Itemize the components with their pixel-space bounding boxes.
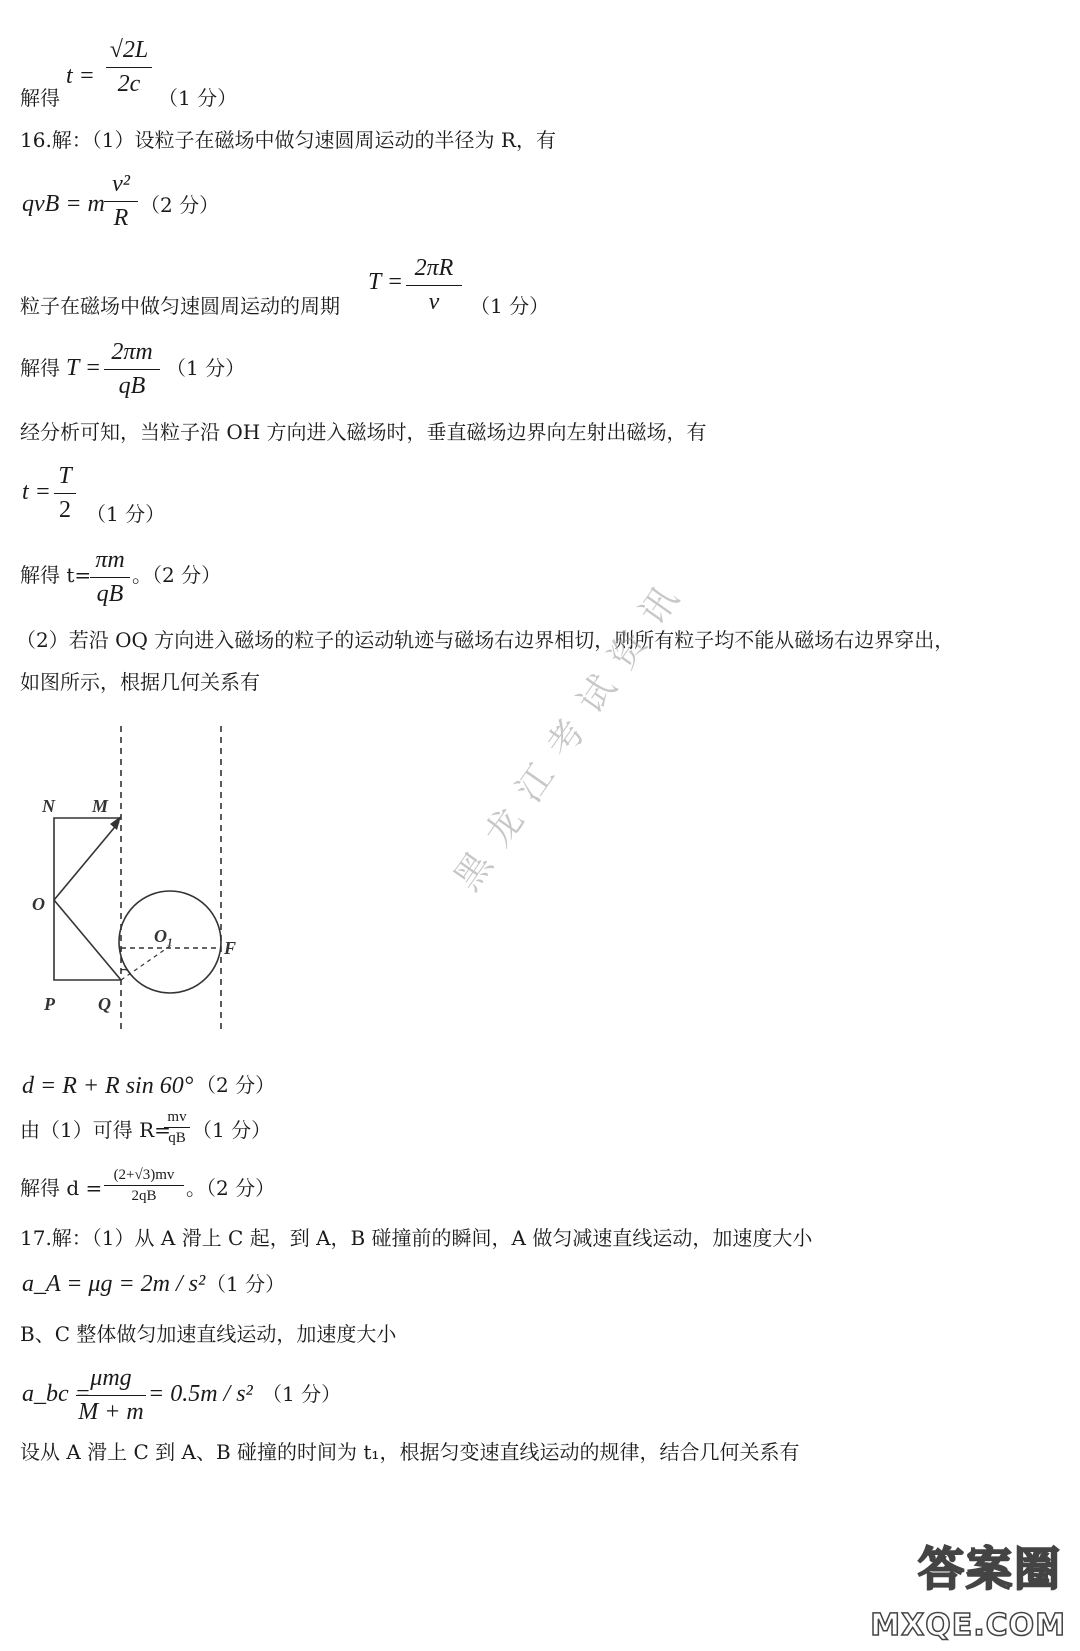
score-fromR: （1 分） bbox=[192, 1118, 272, 1142]
fraction-sqrt2L-over-2c bbox=[106, 36, 152, 99]
numerator: mv bbox=[167, 1109, 187, 1125]
fraction-2pim-over-qB bbox=[104, 338, 160, 401]
denominator: 2 bbox=[59, 496, 71, 523]
eq-d: d = R + R sin 60° bbox=[22, 1073, 194, 1099]
rectangle-outline bbox=[54, 818, 121, 980]
label-Q: Q bbox=[98, 994, 111, 1014]
solveD-prefix: 解得 d = bbox=[20, 1176, 103, 1200]
denominator: R bbox=[113, 204, 129, 231]
period-text: 粒子在磁场中做匀速圆周运动的周期 bbox=[20, 294, 340, 318]
score-qvB: （2 分） bbox=[140, 193, 220, 217]
abc-rhs: = 0.5m / s² bbox=[148, 1381, 253, 1407]
numerator: πm bbox=[95, 547, 125, 573]
part2-line2: 如图所示，根据几何关系有 bbox=[20, 670, 260, 694]
site-logo bbox=[870, 1533, 1072, 1643]
fraction-2piR-over-v bbox=[406, 254, 462, 317]
problem-16-heading: 16.解：（1）设粒子在磁场中做匀速圆周运动的半径为 R，有 bbox=[20, 128, 556, 152]
problem-17-heading: 17.解：（1）从 A 滑上 C 起，到 A，B 碰撞前的瞬间，A 做匀减速直线运动，加速度大小 bbox=[20, 1226, 813, 1250]
solve-label-T: 解得 bbox=[20, 356, 60, 380]
fraction-v2-over-R bbox=[104, 170, 138, 233]
score-period: （1 分） bbox=[470, 294, 550, 318]
fraction-mumg-over-Mplusm bbox=[76, 1364, 146, 1427]
score-abc: （1 分） bbox=[262, 1382, 342, 1406]
fraction-pim-over-qB bbox=[90, 546, 130, 609]
denominator: qB bbox=[168, 1130, 186, 1146]
denominator: 2c bbox=[117, 70, 141, 97]
eq-qvB-lhs: qvB = m bbox=[22, 191, 105, 217]
fraction-d bbox=[104, 1166, 184, 1205]
denominator: qB bbox=[118, 372, 146, 399]
label-O1: O₁ bbox=[154, 926, 174, 946]
arrow-OM bbox=[54, 822, 119, 900]
numerator: v² bbox=[112, 171, 130, 197]
label-M: M bbox=[92, 796, 109, 816]
logo-bottom-text: MXQE.COM bbox=[870, 1608, 1066, 1643]
radius-to-Q bbox=[121, 946, 170, 980]
watermark-text: 黑龙江考试资讯 bbox=[446, 564, 697, 899]
part2-line1: （2）若沿 OQ 方向进入磁场的粒子的运动轨迹与磁场右边界相切，则所有粒子均不能从磁场右边界穿出， bbox=[16, 628, 955, 652]
bc-text: B、C 整体做匀加速直线运动，加速度大小 bbox=[20, 1322, 397, 1346]
solveT2-suffix: 。（2 分） bbox=[132, 563, 222, 587]
logo-top-text: 答案圈 bbox=[918, 1542, 1062, 1596]
solve-label-1: 解得 bbox=[20, 86, 60, 110]
denominator: v bbox=[428, 288, 440, 315]
analysis-text: 经分析可知，当粒子沿 OH 方向进入磁场时，垂直磁场边界向左射出磁场，有 bbox=[20, 420, 707, 444]
period-lhs: T = bbox=[368, 269, 404, 295]
last-line: 设从 A 滑上 C 到 A、B 碰撞的时间为 t₁，根据匀变速直线运动的规律，结合几何关系有 bbox=[20, 1440, 800, 1464]
label-N: N bbox=[42, 796, 55, 816]
t-equals-1: t = bbox=[66, 63, 95, 89]
tHalf-lhs: t = bbox=[22, 479, 51, 505]
angle-mark bbox=[121, 970, 130, 975]
solveD-suffix: 。（2 分） bbox=[186, 1176, 276, 1200]
solve-label-t2: 解得 t= bbox=[20, 563, 92, 587]
fraction-mv-over-qB bbox=[164, 1108, 190, 1147]
denominator: 2qB bbox=[131, 1188, 157, 1204]
denominator: M + m bbox=[78, 1398, 144, 1425]
score-1: （1 分） bbox=[158, 86, 238, 110]
score-aA: （1 分） bbox=[206, 1272, 286, 1296]
abc-lhs: a_bc = bbox=[22, 1381, 91, 1407]
denominator: qB bbox=[96, 580, 124, 607]
score-d: （2 分） bbox=[196, 1073, 276, 1097]
eq-aA: a_A = μg = 2m / s² bbox=[22, 1271, 206, 1297]
numerator: 2πm bbox=[111, 339, 153, 365]
numerator: √2L bbox=[109, 37, 149, 63]
label-F: F bbox=[224, 938, 237, 958]
numerator: (2+√3)mv bbox=[113, 1167, 175, 1183]
geometry-figure bbox=[20, 718, 280, 1048]
fromR-prefix: 由（1）可得 R= bbox=[20, 1118, 171, 1142]
numerator: 2πR bbox=[414, 255, 454, 281]
score-tHalf: （1 分） bbox=[86, 502, 166, 526]
numerator: T bbox=[58, 463, 72, 489]
solveT-lhs: T = bbox=[66, 355, 102, 381]
line-OQ bbox=[54, 900, 121, 980]
lhs-t: t bbox=[66, 63, 73, 89]
fraction-T-over-2 bbox=[54, 462, 76, 525]
score-solveT: （1 分） bbox=[166, 356, 246, 380]
numerator: μmg bbox=[90, 1365, 132, 1391]
label-P: P bbox=[44, 994, 55, 1014]
label-O: O bbox=[32, 894, 45, 914]
